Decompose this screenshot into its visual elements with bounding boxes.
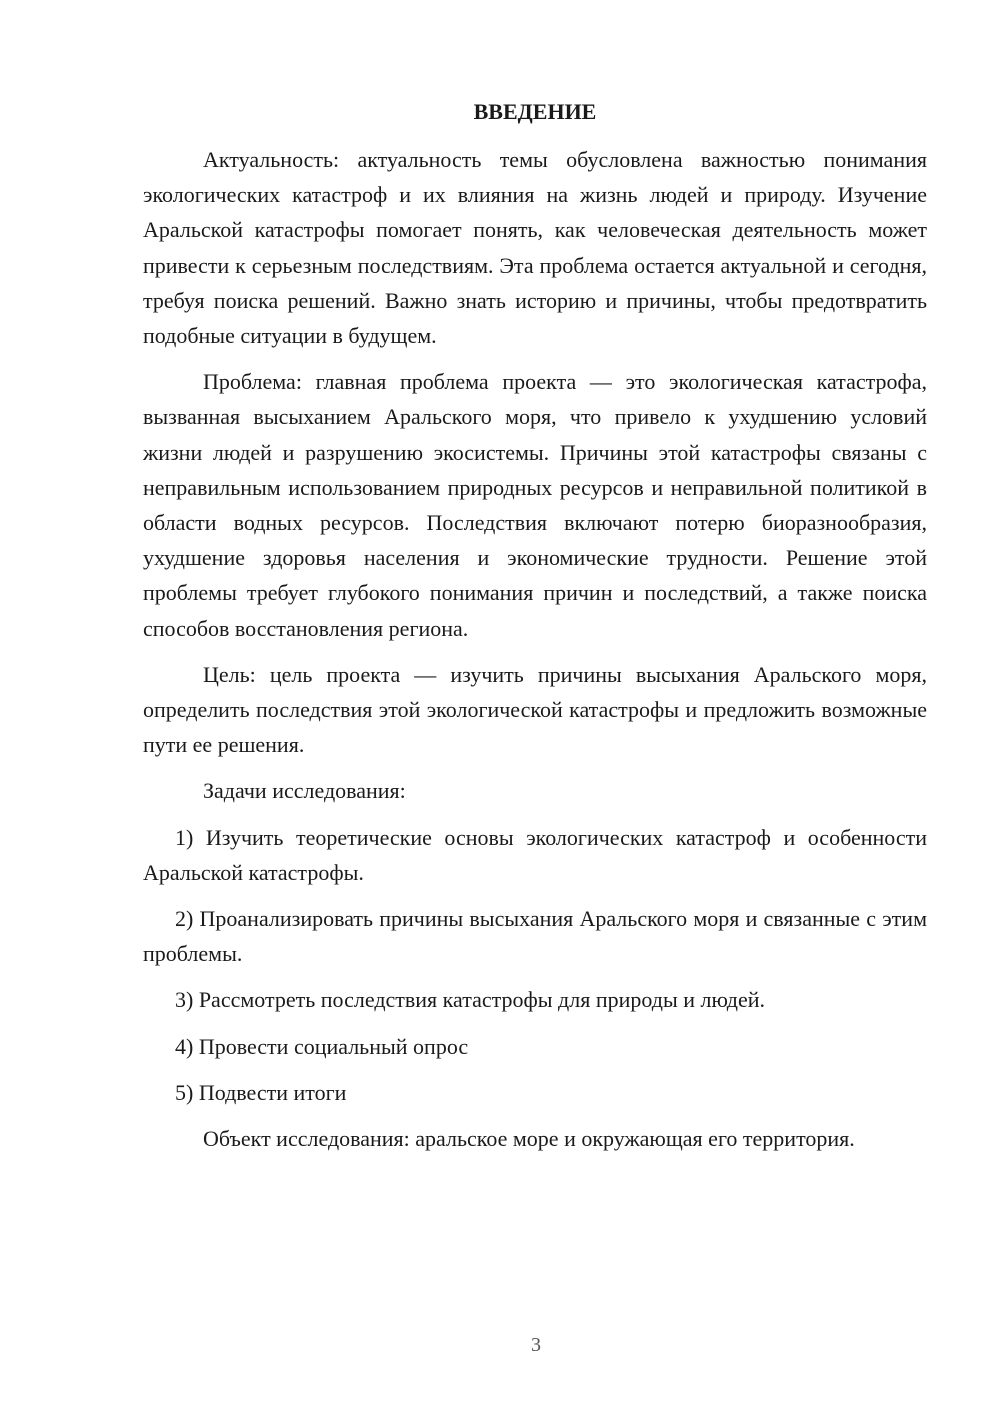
paragraph-relevance: Актуальность: актуальность темы обусловлена важностью понимания экологических катастроф и их влияния на жизнь людей и природу. Изучение Аральской катастрофы помогает понять, как человеческая деятельность может привести к серьезным последствиям. Эта проблема остается актуальной и сегодня, требуя поиска решений. Важно знать историю и причины, чтобы предотвратить подобные ситуации в будущем.: [143, 147, 927, 349]
task-item-2: 2) Проанализировать причины высыхания Аральского моря и связанные с этим проблемы.: [143, 906, 927, 967]
paragraph-problem: Проблема: главная проблема проекта — это экологическая катастрофа, вызванная высыханием Аральского моря, что привело к ухудшению условий жизни людей и разрушению экосистемы. Причины этой катастрофы связаны с неправильным использованием природных ресурсов и неправильной политикой в области водных ресурсов. Последствия включают потерю биоразнообразия, ухудшение здоровья населения и экономические трудности. Решение этой проблемы требует глубокого понимания причин и последствий, а также поиска способов восстановления региона.: [143, 369, 927, 641]
page-number: 3: [531, 1334, 541, 1356]
task-item-4: 4) Провести социальный опрос: [175, 1033, 469, 1059]
paragraph-goal: Цель: цель проекта — изучить причины высыхания Аральского моря, определить последствия этой экологической катастрофы и предложить возможные пути ее решения.: [143, 661, 927, 758]
paragraph-tasks-heading: Задачи исследования:: [203, 778, 406, 804]
paragraph-research-object: Объект исследования: аральское море и окружающая его территория.: [203, 1126, 855, 1152]
task-item-5: 5) Подвести итоги: [175, 1079, 347, 1105]
task-item-3: 3) Рассмотреть последствия катастрофы для природы и людей.: [175, 987, 766, 1013]
document-body: [143, 142, 927, 1167]
page-title: ВВЕДЕНИЕ: [473, 99, 597, 124]
task-item-1: 1) Изучить теоретические основы экологических катастроф и особенности Аральской катастрофы.: [143, 824, 927, 885]
